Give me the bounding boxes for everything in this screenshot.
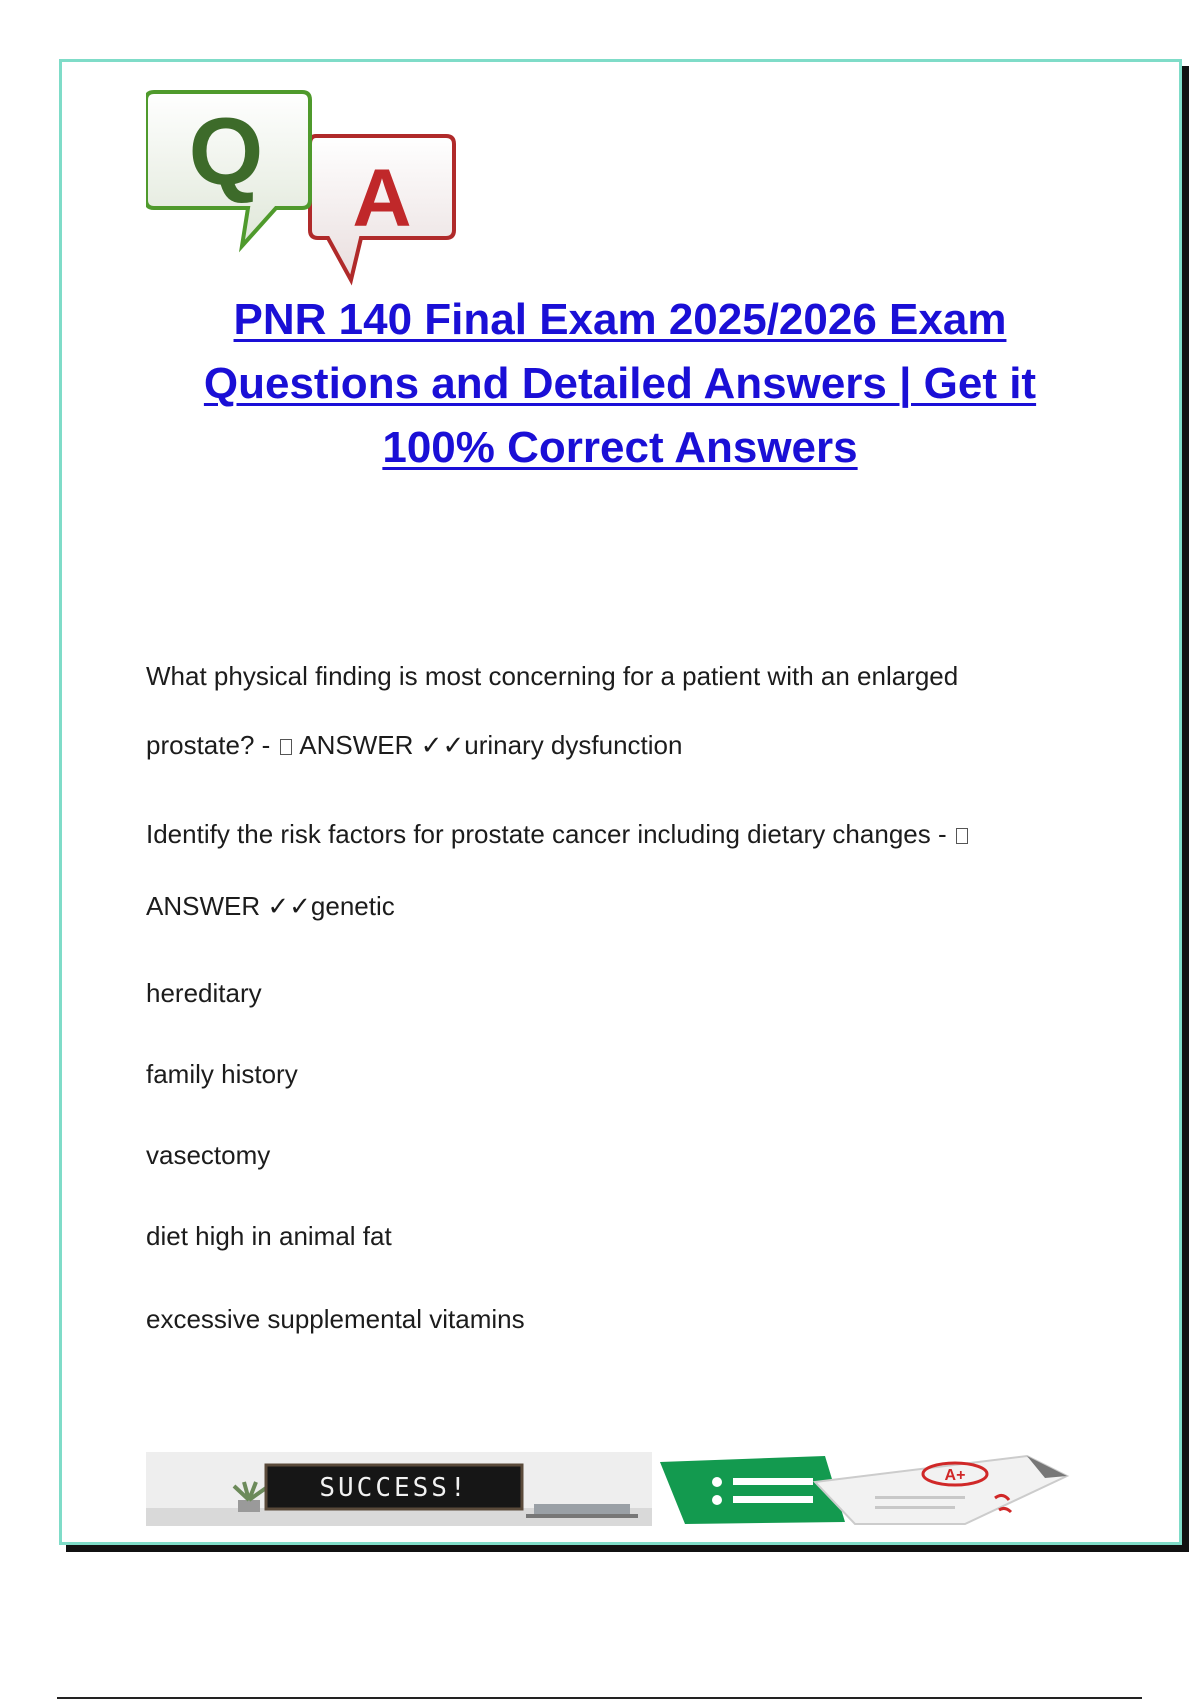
question-2-line-1: Identify the risk factors for prostate cancer including dietary changes - <box>146 819 954 849</box>
grade-banner-image <box>655 1452 1080 1526</box>
answer-label: ANSWER <box>293 730 421 760</box>
success-board-text: SUCCESS! <box>319 1473 469 1503</box>
answer-label: ANSWER <box>146 891 268 921</box>
title-line-2: Questions and Detailed Answers | Get it <box>203 359 1037 408</box>
green-form-icon <box>660 1456 845 1524</box>
grade-text: A+ <box>944 1467 966 1484</box>
logo-question-letter: Q <box>188 98 264 205</box>
title-line-1: PNR 140 Final Exam 2025/2026 Exam <box>233 295 1007 344</box>
answer-list-item: family history <box>146 1059 298 1089</box>
chalkboard-icon <box>266 1465 522 1509</box>
question-2-answer: genetic <box>310 891 395 921</box>
missing-glyph-icon <box>280 739 292 755</box>
question-1-answer: urinary dysfunction <box>464 730 683 760</box>
question-1-answer-line <box>146 730 682 761</box>
answer-list-item: excessive supplemental vitamins <box>146 1304 525 1334</box>
qa-logo <box>146 88 491 288</box>
document-title-link[interactable] <box>140 288 1100 480</box>
title-line-3: 100% Correct Answers <box>382 423 858 472</box>
answer-list-item: vasectomy <box>146 1140 271 1170</box>
answer-list-item: hereditary <box>146 978 262 1008</box>
question-2-text <box>146 819 970 849</box>
logo-answer-letter: A <box>352 153 412 244</box>
missing-glyph-icon <box>956 828 968 844</box>
question-2-answer-line <box>146 891 395 922</box>
check-marks-icon: ✓✓ <box>420 731 465 761</box>
check-marks-icon: ✓✓ <box>267 892 311 922</box>
question-1-line-2: prostate? - <box>146 730 278 760</box>
answer-list-item: diet high in animal fat <box>146 1221 392 1251</box>
question-1-line-1: What physical finding is most concerning for a patient with an enlarged <box>146 661 959 691</box>
success-banner-image <box>146 1452 652 1526</box>
footer-divider <box>57 1697 1142 1699</box>
question-1-text <box>146 661 958 691</box>
